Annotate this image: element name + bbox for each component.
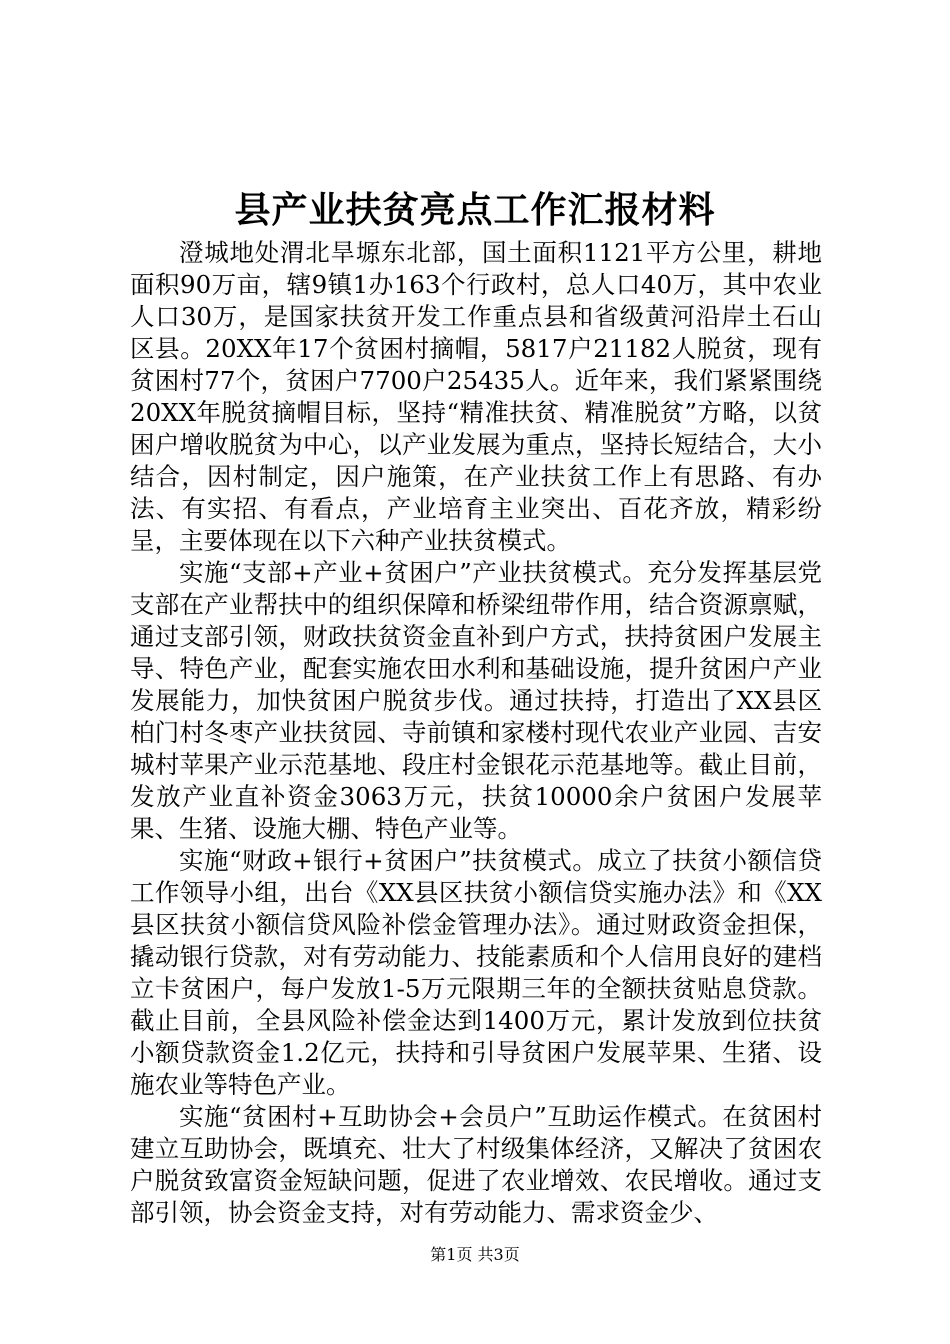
document-body: [130, 237, 822, 1229]
page-footer: 第1页 共3页: [430, 1245, 520, 1264]
paragraph-mutual-aid-model: 实施“贫困村+互助协会+会员户”互助运作模式。在贫困村建立互助协会，既填充、壮大了村级集体经济，又解决了贫困农户脱贫致富资金短缺问题，促进了农业增效、农民增收。通过支部引领，协会资金支持，对有劳动能力、需求资金少、: [130, 1102, 822, 1227]
paragraph-party-branch-model: 实施“支部+产业+贫困户”产业扶贫模式。充分发挥基层党支部在产业帮扶中的组织保障和桥梁纽带作用，结合资源禀赋，通过支部引领，财政扶贫资金直补到户方式，扶持贫困户发展主导、特色产业，配套实施农田水利和基础设施，提升贫困户产业发展能力，加快贫困户脱贫步伐。通过扶持，打造出了XX县区柏门村冬枣产业扶贫园、寺前镇和家楼村现代农业产业园、吉安城村苹果产业示范基地、段庄村金银花示范基地等。截止目前，发放产业直补资金3063万元，扶贫10000余户贫困户发展苹果、生猪、设施大棚、特色产业等。: [130, 558, 822, 843]
paragraph-finance-bank-model: 实施“财政+银行+贫困户”扶贫模式。成立了扶贫小额信贷工作领导小组，出台《XX县区扶贫小额信贷实施办法》和《XX县区扶贫小额信贷风险补偿金管理办法》。通过财政资金担保，撬动银行贷款，对有劳动能力、技能素质和个人信用良好的建档立卡贫困户，每户发放1-5万元限期三年的全额扶贫贴息贷款。截止目前，全县风险补偿金达到1400万元，累计发放到位扶贫小额贷款资金1.2亿元，扶持和引导贫困户发展苹果、生猪、设施农业等特色产业。: [130, 846, 822, 1099]
page-title: 县产业扶贫亮点工作汇报材料: [234, 189, 716, 231]
paragraph-intro: 澄城地处渭北旱塬东北部，国土面积1121平方公里，耕地面积90万亩，辖9镇1办163个行政村，总人口40万，其中农业人口30万，是国家扶贫开发工作重点县和省级黄河沿岸土石山区县。20XX年17个贫困村摘帽，5817户21182人脱贫，现有贫困村77个，贫困户7700户25435人。近年来，我们紧紧围绕20XX年脱贫摘帽目标，坚持“精准扶贫、精准脱贫”方略，以贫困户增收脱贫为中心，以产业发展为重点，坚持长短结合，大小结合，因村制定，因户施策，在产业扶贫工作上有思路、有办法、有实招、有看点，产业培育主业突出、百花齐放，精彩纷呈，主要体现在以下六种产业扶贫模式。: [130, 238, 822, 555]
